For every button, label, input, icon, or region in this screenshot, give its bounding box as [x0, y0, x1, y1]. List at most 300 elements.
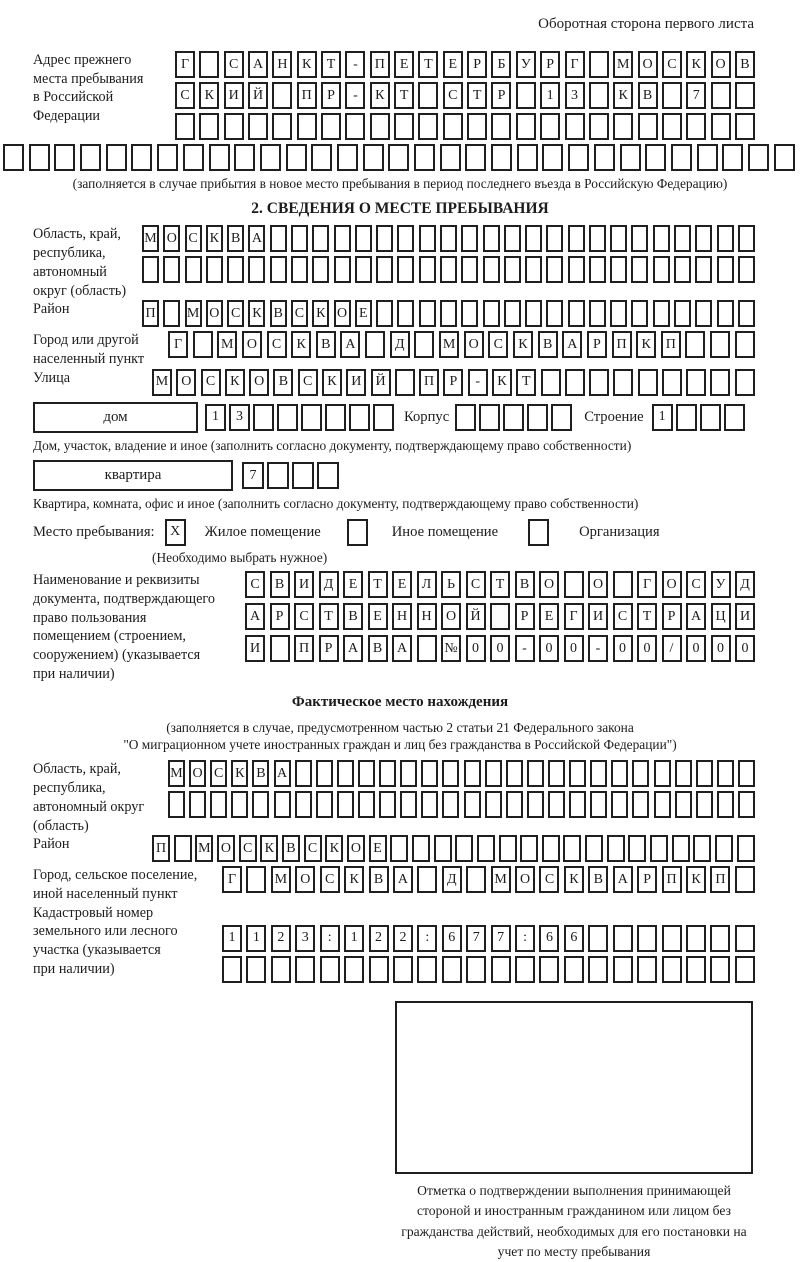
- char-box[interactable]: [671, 144, 692, 171]
- char-box[interactable]: [520, 835, 538, 862]
- char-box[interactable]: Т: [394, 82, 414, 109]
- char-box[interactable]: [379, 791, 396, 818]
- char-box[interactable]: А: [248, 51, 268, 78]
- char-box[interactable]: [464, 791, 481, 818]
- char-box[interactable]: [675, 791, 692, 818]
- char-box[interactable]: [711, 113, 731, 140]
- char-box[interactable]: [717, 791, 734, 818]
- char-box[interactable]: [724, 404, 745, 431]
- char-box[interactable]: [246, 866, 266, 893]
- char-box[interactable]: [199, 51, 219, 78]
- char-box[interactable]: П: [419, 369, 439, 396]
- char-box[interactable]: [638, 113, 658, 140]
- char-box[interactable]: О: [464, 331, 484, 358]
- char-box[interactable]: [418, 82, 438, 109]
- char-box[interactable]: [418, 113, 438, 140]
- char-box[interactable]: С: [291, 300, 308, 327]
- char-box[interactable]: О: [163, 225, 180, 252]
- char-box[interactable]: [390, 835, 408, 862]
- char-box[interactable]: К: [248, 300, 265, 327]
- char-box[interactable]: [774, 144, 795, 171]
- char-box[interactable]: А: [340, 331, 360, 358]
- char-box[interactable]: Р: [467, 51, 487, 78]
- char-box[interactable]: Е: [343, 571, 363, 598]
- char-box[interactable]: 2: [393, 925, 413, 952]
- char-box[interactable]: О: [295, 866, 315, 893]
- char-box[interactable]: [370, 113, 390, 140]
- char-box[interactable]: [334, 256, 351, 283]
- char-box[interactable]: [295, 791, 312, 818]
- char-box[interactable]: [320, 956, 340, 983]
- char-box[interactable]: [355, 225, 372, 252]
- char-box[interactable]: [292, 462, 314, 489]
- char-box[interactable]: [610, 256, 627, 283]
- char-box[interactable]: О: [189, 760, 206, 787]
- char-box[interactable]: С: [539, 866, 559, 893]
- char-box[interactable]: С: [298, 369, 318, 396]
- char-box[interactable]: [490, 603, 510, 630]
- char-box[interactable]: [417, 866, 437, 893]
- char-box[interactable]: [311, 144, 332, 171]
- char-box[interactable]: [710, 369, 730, 396]
- char-box[interactable]: С: [613, 603, 633, 630]
- char-box[interactable]: [3, 144, 24, 171]
- char-box[interactable]: [693, 835, 711, 862]
- char-box[interactable]: -: [588, 635, 608, 662]
- char-box[interactable]: [674, 225, 691, 252]
- char-box[interactable]: Е: [443, 51, 463, 78]
- char-box[interactable]: [585, 835, 603, 862]
- char-box[interactable]: В: [588, 866, 608, 893]
- char-box[interactable]: [344, 956, 364, 983]
- char-box[interactable]: [272, 82, 292, 109]
- char-box[interactable]: [650, 835, 668, 862]
- char-box[interactable]: [737, 835, 755, 862]
- char-box[interactable]: [517, 144, 538, 171]
- char-box[interactable]: [174, 835, 192, 862]
- char-box[interactable]: [710, 331, 730, 358]
- char-box[interactable]: Н: [272, 51, 292, 78]
- char-box[interactable]: [738, 256, 755, 283]
- char-box[interactable]: П: [152, 835, 170, 862]
- char-box[interactable]: [467, 113, 487, 140]
- char-box[interactable]: О: [638, 51, 658, 78]
- stamp-box[interactable]: [395, 1001, 753, 1174]
- char-box[interactable]: [735, 82, 755, 109]
- char-box[interactable]: [295, 956, 315, 983]
- char-box[interactable]: [455, 404, 476, 431]
- char-box[interactable]: [442, 791, 459, 818]
- char-box[interactable]: Г: [564, 603, 584, 630]
- char-box[interactable]: Т: [490, 571, 510, 598]
- char-box[interactable]: [349, 404, 370, 431]
- char-box[interactable]: Г: [175, 51, 195, 78]
- char-box[interactable]: [541, 369, 561, 396]
- char-box[interactable]: [248, 256, 265, 283]
- char-box[interactable]: [400, 791, 417, 818]
- char-box[interactable]: В: [368, 635, 388, 662]
- char-box[interactable]: [373, 404, 394, 431]
- char-box[interactable]: С: [175, 82, 195, 109]
- char-box[interactable]: [277, 404, 298, 431]
- char-box[interactable]: [613, 571, 633, 598]
- char-box[interactable]: [638, 369, 658, 396]
- char-box[interactable]: Ц: [711, 603, 731, 630]
- char-box[interactable]: [163, 300, 180, 327]
- char-box[interactable]: А: [392, 635, 412, 662]
- char-box[interactable]: [589, 82, 609, 109]
- char-box[interactable]: И: [346, 369, 366, 396]
- char-box[interactable]: [29, 144, 50, 171]
- char-box[interactable]: [455, 835, 473, 862]
- char-box[interactable]: [400, 760, 417, 787]
- char-box[interactable]: [637, 956, 657, 983]
- char-box[interactable]: К: [564, 866, 584, 893]
- char-box[interactable]: [546, 225, 563, 252]
- char-box[interactable]: Д: [390, 331, 410, 358]
- char-box[interactable]: Е: [355, 300, 372, 327]
- char-box[interactable]: 0: [466, 635, 486, 662]
- char-box[interactable]: [183, 144, 204, 171]
- char-box[interactable]: В: [343, 603, 363, 630]
- char-box[interactable]: [527, 760, 544, 787]
- char-box[interactable]: [613, 925, 633, 952]
- char-box[interactable]: Р: [321, 82, 341, 109]
- char-box[interactable]: [270, 256, 287, 283]
- char-box[interactable]: [393, 956, 413, 983]
- char-box[interactable]: [594, 144, 615, 171]
- char-box[interactable]: К: [686, 866, 706, 893]
- char-box[interactable]: А: [274, 760, 291, 787]
- char-box[interactable]: С: [245, 571, 265, 598]
- char-box[interactable]: [628, 835, 646, 862]
- char-box[interactable]: С: [686, 571, 706, 598]
- char-box[interactable]: В: [270, 300, 287, 327]
- char-box[interactable]: С: [239, 835, 257, 862]
- char-box[interactable]: С: [201, 369, 221, 396]
- char-box[interactable]: [515, 956, 535, 983]
- char-box[interactable]: [379, 760, 396, 787]
- char-box[interactable]: [297, 113, 317, 140]
- char-box[interactable]: [461, 225, 478, 252]
- char-box[interactable]: Р: [540, 51, 560, 78]
- char-box[interactable]: [434, 835, 452, 862]
- char-box[interactable]: Т: [321, 51, 341, 78]
- char-box[interactable]: Д: [735, 571, 755, 598]
- char-box[interactable]: -: [345, 82, 365, 109]
- char-box[interactable]: [253, 404, 274, 431]
- char-box[interactable]: В: [515, 571, 535, 598]
- char-box[interactable]: [491, 144, 512, 171]
- char-box[interactable]: А: [613, 866, 633, 893]
- char-box[interactable]: В: [538, 331, 558, 358]
- char-box[interactable]: [270, 225, 287, 252]
- char-box[interactable]: [674, 300, 691, 327]
- char-box[interactable]: [569, 791, 586, 818]
- char-box[interactable]: Г: [565, 51, 585, 78]
- char-box[interactable]: [291, 225, 308, 252]
- char-box[interactable]: [675, 760, 692, 787]
- char-box[interactable]: [337, 760, 354, 787]
- char-box[interactable]: 1: [652, 404, 673, 431]
- char-box[interactable]: [662, 956, 682, 983]
- char-box[interactable]: [589, 300, 606, 327]
- char-box[interactable]: [569, 760, 586, 787]
- char-box[interactable]: Т: [516, 369, 536, 396]
- char-box[interactable]: К: [206, 225, 223, 252]
- char-box[interactable]: О: [217, 835, 235, 862]
- char-box[interactable]: 1: [344, 925, 364, 952]
- char-box[interactable]: В: [369, 866, 389, 893]
- char-box[interactable]: [272, 113, 292, 140]
- char-box[interactable]: /: [662, 635, 682, 662]
- char-box[interactable]: [637, 925, 657, 952]
- char-box[interactable]: [271, 956, 291, 983]
- char-box[interactable]: [199, 113, 219, 140]
- char-box[interactable]: [461, 300, 478, 327]
- char-box[interactable]: [157, 144, 178, 171]
- char-box[interactable]: К: [370, 82, 390, 109]
- char-box[interactable]: М: [152, 369, 172, 396]
- char-box[interactable]: 7: [686, 82, 706, 109]
- char-box[interactable]: [412, 835, 430, 862]
- char-box[interactable]: [735, 331, 755, 358]
- char-box[interactable]: О: [662, 571, 682, 598]
- char-box[interactable]: [568, 256, 585, 283]
- char-box[interactable]: О: [539, 571, 559, 598]
- char-box[interactable]: О: [242, 331, 262, 358]
- char-box[interactable]: 0: [711, 635, 731, 662]
- char-box[interactable]: С: [488, 331, 508, 358]
- char-box[interactable]: К: [312, 300, 329, 327]
- char-box[interactable]: [539, 956, 559, 983]
- char-box[interactable]: [499, 835, 517, 862]
- char-box[interactable]: [588, 925, 608, 952]
- char-box[interactable]: [506, 760, 523, 787]
- char-box[interactable]: [397, 225, 414, 252]
- char-box[interactable]: [632, 760, 649, 787]
- char-box[interactable]: С: [227, 300, 244, 327]
- char-box[interactable]: [337, 144, 358, 171]
- char-box[interactable]: А: [393, 866, 413, 893]
- char-box[interactable]: [248, 113, 268, 140]
- char-box[interactable]: 0: [686, 635, 706, 662]
- char-box[interactable]: [440, 225, 457, 252]
- char-box[interactable]: П: [710, 866, 730, 893]
- char-box[interactable]: [662, 113, 682, 140]
- char-box[interactable]: П: [662, 866, 682, 893]
- char-box[interactable]: К: [297, 51, 317, 78]
- char-box[interactable]: [590, 760, 607, 787]
- char-box[interactable]: [483, 256, 500, 283]
- char-box[interactable]: К: [636, 331, 656, 358]
- char-box[interactable]: М: [613, 51, 633, 78]
- char-box[interactable]: 1: [205, 404, 226, 431]
- char-box[interactable]: [504, 256, 521, 283]
- char-box[interactable]: [662, 82, 682, 109]
- char-box[interactable]: Е: [392, 571, 412, 598]
- char-box[interactable]: Р: [443, 369, 463, 396]
- char-box[interactable]: С: [320, 866, 340, 893]
- char-box[interactable]: [565, 369, 585, 396]
- char-box[interactable]: С: [662, 51, 682, 78]
- char-box[interactable]: Н: [392, 603, 412, 630]
- char-box[interactable]: [738, 760, 755, 787]
- char-box[interactable]: О: [515, 866, 535, 893]
- char-box[interactable]: [376, 225, 393, 252]
- char-box[interactable]: [209, 144, 230, 171]
- char-box[interactable]: Д: [442, 866, 462, 893]
- char-box[interactable]: Р: [637, 866, 657, 893]
- char-box[interactable]: [589, 113, 609, 140]
- char-box[interactable]: Р: [662, 603, 682, 630]
- char-box[interactable]: [397, 300, 414, 327]
- char-box[interactable]: [610, 225, 627, 252]
- char-box[interactable]: [224, 113, 244, 140]
- char-box[interactable]: [613, 113, 633, 140]
- char-box[interactable]: 7: [466, 925, 486, 952]
- char-box[interactable]: [662, 369, 682, 396]
- char-box[interactable]: [491, 113, 511, 140]
- char-box[interactable]: [674, 256, 691, 283]
- char-box[interactable]: К: [344, 866, 364, 893]
- char-box[interactable]: 0: [735, 635, 755, 662]
- char-box[interactable]: О: [334, 300, 351, 327]
- char-box[interactable]: К: [225, 369, 245, 396]
- char-box[interactable]: [365, 331, 385, 358]
- char-box[interactable]: В: [282, 835, 300, 862]
- char-box[interactable]: С: [267, 331, 287, 358]
- char-box[interactable]: [142, 256, 159, 283]
- char-box[interactable]: [653, 300, 670, 327]
- char-box[interactable]: [695, 300, 712, 327]
- char-box[interactable]: 1: [246, 925, 266, 952]
- char-box[interactable]: [696, 791, 713, 818]
- char-box[interactable]: [483, 300, 500, 327]
- char-box[interactable]: [620, 144, 641, 171]
- char-box[interactable]: [312, 225, 329, 252]
- char-box[interactable]: [686, 369, 706, 396]
- char-box[interactable]: 7: [491, 925, 511, 952]
- char-box[interactable]: [653, 256, 670, 283]
- char-box[interactable]: 0: [613, 635, 633, 662]
- char-box[interactable]: [477, 835, 495, 862]
- char-box[interactable]: [735, 956, 755, 983]
- char-box[interactable]: [590, 791, 607, 818]
- char-box[interactable]: [632, 791, 649, 818]
- char-box[interactable]: 2: [369, 925, 389, 952]
- char-box[interactable]: С: [224, 51, 244, 78]
- char-box[interactable]: [210, 791, 227, 818]
- char-box[interactable]: [440, 256, 457, 283]
- char-box[interactable]: Ь: [441, 571, 461, 598]
- kvartira-cell[interactable]: квартира: [33, 460, 233, 491]
- char-box[interactable]: [717, 300, 734, 327]
- char-box[interactable]: [506, 791, 523, 818]
- char-box[interactable]: [568, 225, 585, 252]
- char-box[interactable]: А: [562, 331, 582, 358]
- char-box[interactable]: Т: [418, 51, 438, 78]
- char-box[interactable]: [695, 225, 712, 252]
- char-box[interactable]: Б: [491, 51, 511, 78]
- char-box[interactable]: 1: [540, 82, 560, 109]
- char-box[interactable]: [419, 225, 436, 252]
- char-box[interactable]: [548, 791, 565, 818]
- char-box[interactable]: [485, 760, 502, 787]
- dom-cell[interactable]: дом: [33, 402, 198, 433]
- char-box[interactable]: С: [294, 603, 314, 630]
- char-box[interactable]: [700, 404, 721, 431]
- char-box[interactable]: -: [468, 369, 488, 396]
- char-box[interactable]: [417, 635, 437, 662]
- char-box[interactable]: [491, 956, 511, 983]
- char-box[interactable]: Р: [491, 82, 511, 109]
- char-box[interactable]: 0: [539, 635, 559, 662]
- char-box[interactable]: [607, 835, 625, 862]
- char-box[interactable]: [565, 113, 585, 140]
- char-box[interactable]: [483, 225, 500, 252]
- char-box[interactable]: 3: [565, 82, 585, 109]
- char-box[interactable]: :: [320, 925, 340, 952]
- char-box[interactable]: М: [217, 331, 237, 358]
- char-box[interactable]: :: [417, 925, 437, 952]
- char-box[interactable]: [563, 835, 581, 862]
- char-box[interactable]: [696, 760, 713, 787]
- char-box[interactable]: [421, 791, 438, 818]
- char-box[interactable]: М: [142, 225, 159, 252]
- char-box[interactable]: [717, 225, 734, 252]
- char-box[interactable]: [301, 404, 322, 431]
- char-box[interactable]: [260, 144, 281, 171]
- char-box[interactable]: К: [325, 835, 343, 862]
- char-box[interactable]: [527, 404, 548, 431]
- char-box[interactable]: [711, 82, 731, 109]
- char-box[interactable]: П: [661, 331, 681, 358]
- char-box[interactable]: К: [322, 369, 342, 396]
- char-box[interactable]: В: [735, 51, 755, 78]
- char-box[interactable]: У: [711, 571, 731, 598]
- char-box[interactable]: [722, 144, 743, 171]
- char-box[interactable]: [185, 256, 202, 283]
- char-box[interactable]: А: [343, 635, 363, 662]
- char-box[interactable]: 1: [222, 925, 242, 952]
- char-box[interactable]: [645, 144, 666, 171]
- char-box[interactable]: Й: [248, 82, 268, 109]
- char-box[interactable]: [503, 404, 524, 431]
- char-box[interactable]: О: [176, 369, 196, 396]
- char-box[interactable]: [419, 256, 436, 283]
- char-box[interactable]: М: [271, 866, 291, 893]
- char-box[interactable]: [717, 760, 734, 787]
- char-box[interactable]: [589, 256, 606, 283]
- char-box[interactable]: [421, 760, 438, 787]
- char-box[interactable]: [516, 113, 536, 140]
- char-box[interactable]: [564, 571, 584, 598]
- char-box[interactable]: В: [252, 760, 269, 787]
- char-box[interactable]: [163, 256, 180, 283]
- char-box[interactable]: [358, 791, 375, 818]
- char-box[interactable]: [345, 113, 365, 140]
- char-box[interactable]: [227, 256, 244, 283]
- char-box[interactable]: Т: [467, 82, 487, 109]
- char-box[interactable]: С: [466, 571, 486, 598]
- char-box[interactable]: [738, 225, 755, 252]
- char-box[interactable]: [175, 113, 195, 140]
- char-box[interactable]: [589, 51, 609, 78]
- char-box[interactable]: К: [291, 331, 311, 358]
- char-box[interactable]: [395, 369, 415, 396]
- char-box[interactable]: [527, 791, 544, 818]
